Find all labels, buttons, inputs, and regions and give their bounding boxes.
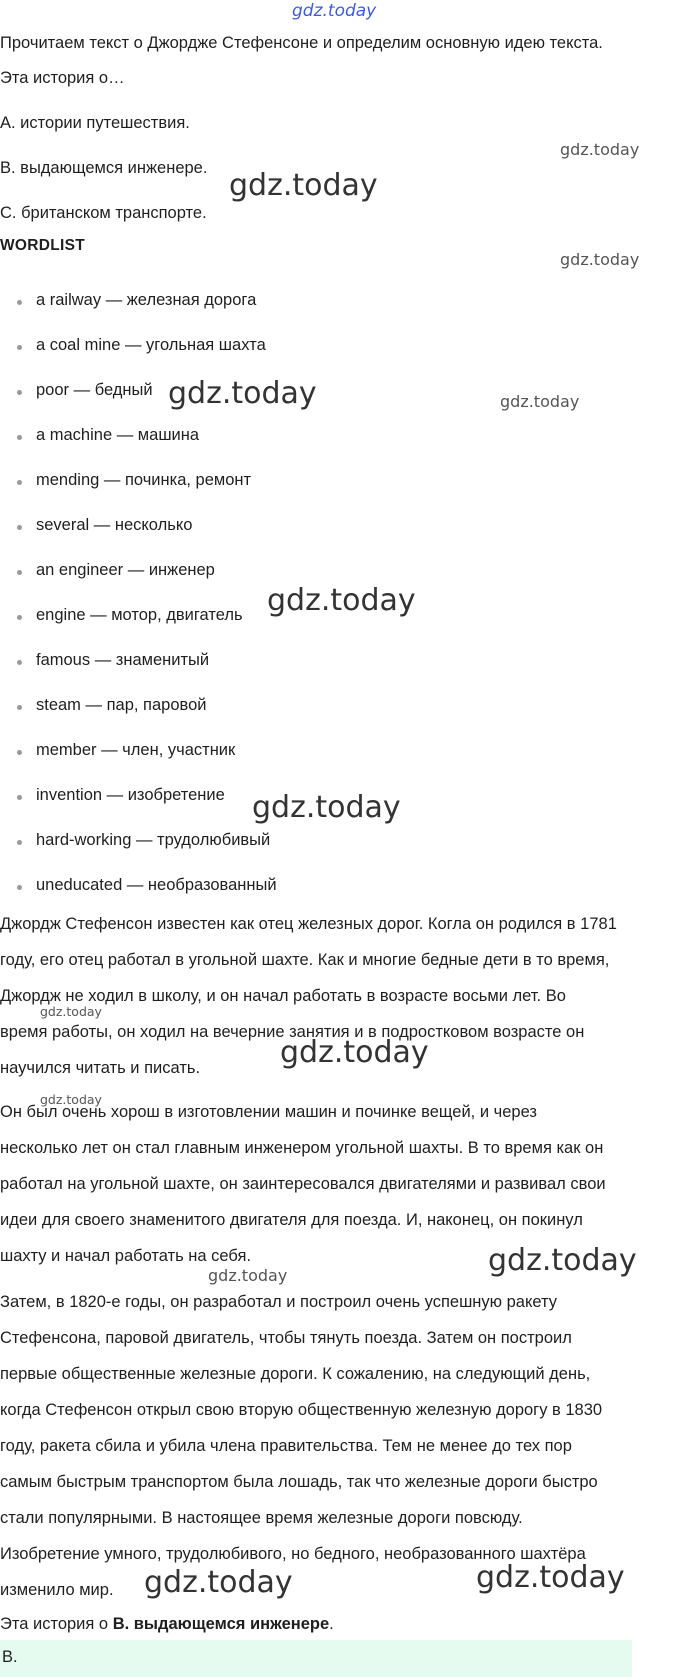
bullet xyxy=(17,480,22,485)
option-a: A. истории путешествия. xyxy=(0,114,190,132)
watermark: gdz.today xyxy=(144,1565,293,1600)
paragraph-2-line-1: Он был очень хорош в изготовлении машин и починке вещей, и через xyxy=(0,1103,537,1121)
paragraph-2-line-2: несколько лет он стал главным инженером угольной шахты. В то время как он xyxy=(0,1139,604,1157)
watermark: gdz.today xyxy=(500,392,580,411)
watermark: gdz.today xyxy=(560,250,640,269)
paragraph-1-line-3: Джордж не ходил в школу, и он начал работать в возрасте восьми лет. Во xyxy=(0,987,566,1005)
paragraph-4-line-2: изменило мир. xyxy=(0,1581,114,1599)
bullet xyxy=(17,840,22,845)
bullet xyxy=(17,300,22,305)
paragraph-3-line-1: Затем, в 1820-е годы, он разработал и построил очень успешную ракету xyxy=(0,1293,558,1311)
list-item: uneducated — необразованный xyxy=(36,876,277,894)
list-item: member — член, участник xyxy=(36,741,236,759)
list-item: steam — пар, паровой xyxy=(36,696,207,714)
option-b: B. выдающемся инженере. xyxy=(0,159,208,177)
list-item: engine — мотор, двигатель xyxy=(36,606,243,624)
watermark: gdz.today xyxy=(168,376,317,411)
bullet xyxy=(17,660,22,665)
paragraph-2-line-3: работал на угольной шахте, он заинтересовался двигателями и развивал свои xyxy=(0,1175,606,1193)
watermark: gdz.today xyxy=(208,1266,288,1285)
watermark: gdz.today xyxy=(267,583,416,618)
watermark: gdz.today xyxy=(488,1243,637,1278)
list-item: famous — знаменитый xyxy=(36,651,210,669)
paragraph-3-line-6: самым быстрым транспортом была лошадь, так что железные дороги быстро xyxy=(0,1473,598,1491)
watermark: gdz.today xyxy=(229,168,378,203)
watermark: gdz.today xyxy=(280,1035,429,1070)
bullet xyxy=(17,705,22,710)
paragraph-3-line-3: первые общественные железные дороги. К сожалению, на следующий день, xyxy=(0,1365,591,1383)
list-item: a railway — железная дорога xyxy=(36,291,257,309)
conclusion xyxy=(0,1613,334,1635)
intro-line-2: Эта история о… xyxy=(0,69,125,87)
paragraph-3-line-2: Стефенсона, паровой двигатель, чтобы тянуть поезда. Затем он построил xyxy=(0,1329,572,1347)
bullet xyxy=(17,795,22,800)
conclusion-prefix: Эта история о xyxy=(0,1615,113,1633)
list-item: hard-working — трудолюбивый xyxy=(36,831,271,849)
list-item: mending — починка, ремонт xyxy=(36,471,252,489)
intro-line-1: Прочитаем текст о Джордже Стефенсоне и определим основную идею текста. xyxy=(0,34,603,52)
bullet xyxy=(17,345,22,350)
paragraph-1-line-2: году, его отец работал в угольной шахте. Как и многие бедные дети в то время, xyxy=(0,951,610,969)
watermark: gdz.today xyxy=(252,790,401,825)
watermark: gdz.today xyxy=(40,1004,102,1019)
bullet xyxy=(17,885,22,890)
list-item: an engineer — инженер xyxy=(36,561,215,579)
conclusion-answer: B. выдающемся инженере xyxy=(112,1615,330,1633)
bullet xyxy=(17,390,22,395)
paragraph-1-line-4: время работы, он ходил на вечерние занятия и в подростковом возрасте он xyxy=(0,1023,585,1041)
paragraph-3-line-7: стали популярными. В настоящее время железные дороги повсюду. xyxy=(0,1509,523,1527)
watermark-top: gdz.today xyxy=(292,1,377,21)
bullet xyxy=(17,435,22,440)
paragraph-3-line-4: когда Стефенсон открыл свою вторую общественную железную дорогу в 1830 xyxy=(0,1401,603,1419)
watermark: gdz.today xyxy=(560,140,640,159)
list-item: poor — бедный xyxy=(36,381,153,399)
list-item: a coal mine — угольная шахта xyxy=(36,336,266,354)
paragraph-3-line-5: году, ракета сбила и убила члена правительства. Тем не менее до тех пор xyxy=(0,1437,572,1455)
list-item: several — несколько xyxy=(36,516,193,534)
paragraph-4-line-1: Изобретение умного, трудолюбивого, но бедного, необразованного шахтёра xyxy=(0,1545,586,1563)
watermark: gdz.today xyxy=(476,1560,625,1595)
paragraph-1-line-1: Джордж Стефенсон известен как отец железных дорог. Когла он родился в 1781 xyxy=(0,915,617,933)
bullet xyxy=(17,570,22,575)
watermark: gdz.today xyxy=(40,1092,102,1107)
paragraph-1-line-5: научился читать и писать. xyxy=(0,1059,201,1077)
answer-label: B. xyxy=(2,1648,18,1666)
list-item: a machine — машина xyxy=(36,426,200,444)
bullet xyxy=(17,615,22,620)
paragraph-2-line-4: идеи для своего знаменитого двигателя для поезда. И, наконец, он покинул xyxy=(0,1211,583,1229)
paragraph-2-line-5: шахту и начал работать на себя. xyxy=(0,1247,252,1265)
bullet xyxy=(17,525,22,530)
wordlist-heading: WORDLIST xyxy=(0,237,86,254)
option-c: C. британском транспорте. xyxy=(0,204,207,222)
list-item: invention — изобретение xyxy=(36,786,225,804)
answer-box xyxy=(0,1640,632,1677)
bullet xyxy=(17,750,22,755)
conclusion-suffix: . xyxy=(329,1615,334,1633)
